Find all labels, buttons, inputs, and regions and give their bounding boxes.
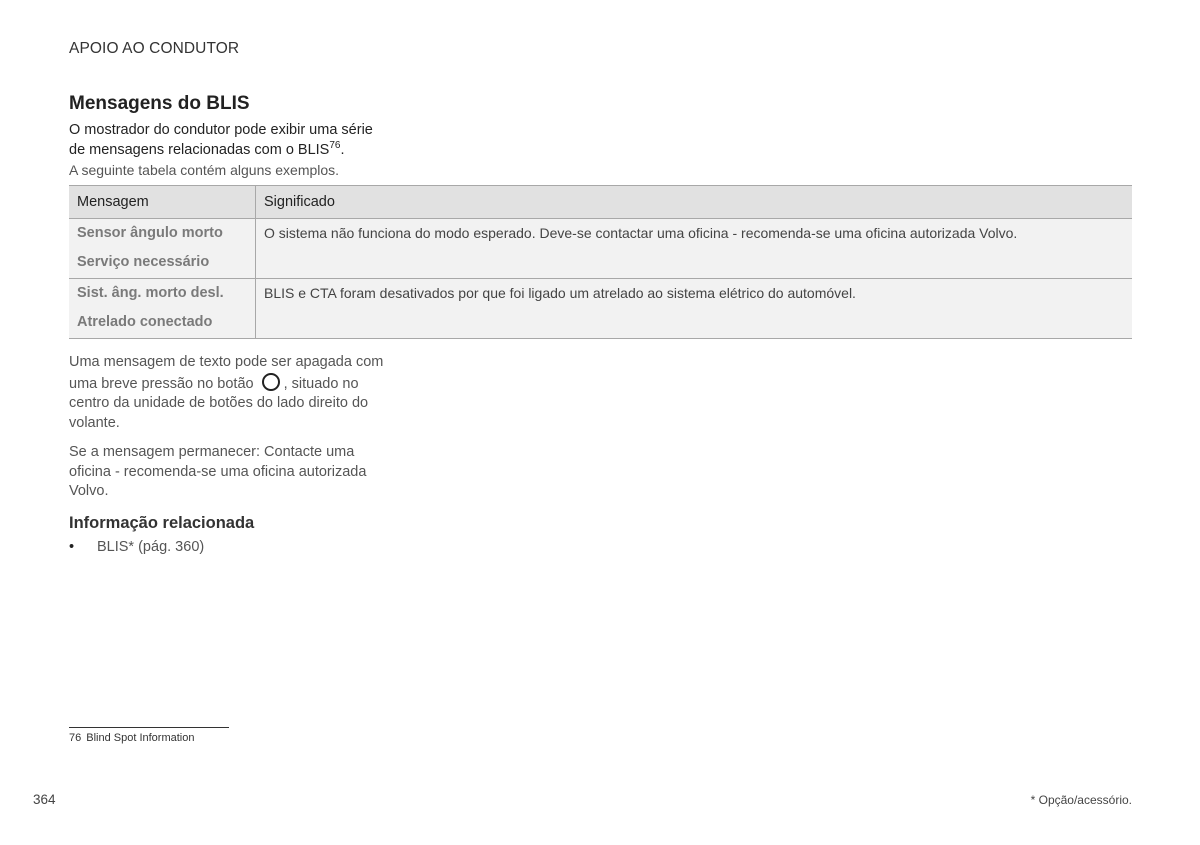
bullet-icon: • <box>69 539 75 555</box>
footnote-number: 76 <box>69 732 82 744</box>
footer-note: * Opção/acessório. <box>1030 793 1132 807</box>
circle-button-icon <box>262 373 280 391</box>
messages-table <box>69 185 1132 339</box>
table-header-row <box>69 186 1132 219</box>
column-header-meaning: Significado <box>256 186 1133 219</box>
footnote-divider <box>69 727 229 728</box>
section-header: APOIO AO CONDUTOR <box>69 40 240 57</box>
meaning-text: O sistema não funciona do modo esperado. Deve-se contactar uma oficina - recomenda-se uma oficina autorizada Volvo. <box>264 225 1018 241</box>
footnote-reference[interactable]: 76 <box>329 139 341 151</box>
table-caption: A seguinte tabela contém alguns exemplos. <box>69 162 340 178</box>
message-line: Atrelado conectado <box>77 314 213 330</box>
message-line: Sensor ângulo morto <box>77 225 223 241</box>
intro-line-2: de mensagens relacionadas com o BLIS <box>69 141 330 158</box>
footnote-text: Blind Spot Information <box>86 732 195 744</box>
intro-line-1: O mostrador do condutor pode exibir uma série <box>69 122 373 138</box>
message-line: Sist. âng. morto desl. <box>77 285 224 301</box>
body-p1-after-icon: , situado no <box>283 375 359 392</box>
message-line: Serviço necessário <box>77 254 210 270</box>
meaning-text: BLIS e CTA foram desativados por que foi ligado um atrelado ao sistema elétrico do automóvel. <box>264 285 856 301</box>
body-p1-line-1: Uma mensagem de texto pode ser apagada com <box>69 354 384 370</box>
body-paragraph-2: Se a mensagem permanecer: Contacte uma oficina - recomenda-se uma oficina autorizada Volvo. <box>69 444 367 499</box>
body-p1-before-icon: uma breve pressão no botão <box>69 375 254 392</box>
table-row <box>69 279 1132 339</box>
list-item[interactable] <box>69 537 204 557</box>
page-title: Mensagens do BLIS <box>69 93 250 114</box>
related-link[interactable]: BLIS* (pág. 360) <box>97 539 205 555</box>
related-info-list <box>69 537 204 557</box>
meaning-cell <box>256 219 1133 279</box>
footnote <box>69 732 194 744</box>
body-paragraph-1 <box>69 353 399 433</box>
intro-paragraph <box>69 121 373 160</box>
message-cell <box>69 219 256 279</box>
page-number: 364 <box>33 792 56 807</box>
table-row <box>69 219 1132 279</box>
body-p1-rest: centro da unidade de botões do lado direito do volante. <box>69 395 369 431</box>
meaning-cell <box>256 279 1133 339</box>
message-cell <box>69 279 256 339</box>
column-header-message: Mensagem <box>69 186 256 219</box>
intro-period: . <box>340 141 345 158</box>
related-info-heading: Informação relacionada <box>69 514 255 532</box>
